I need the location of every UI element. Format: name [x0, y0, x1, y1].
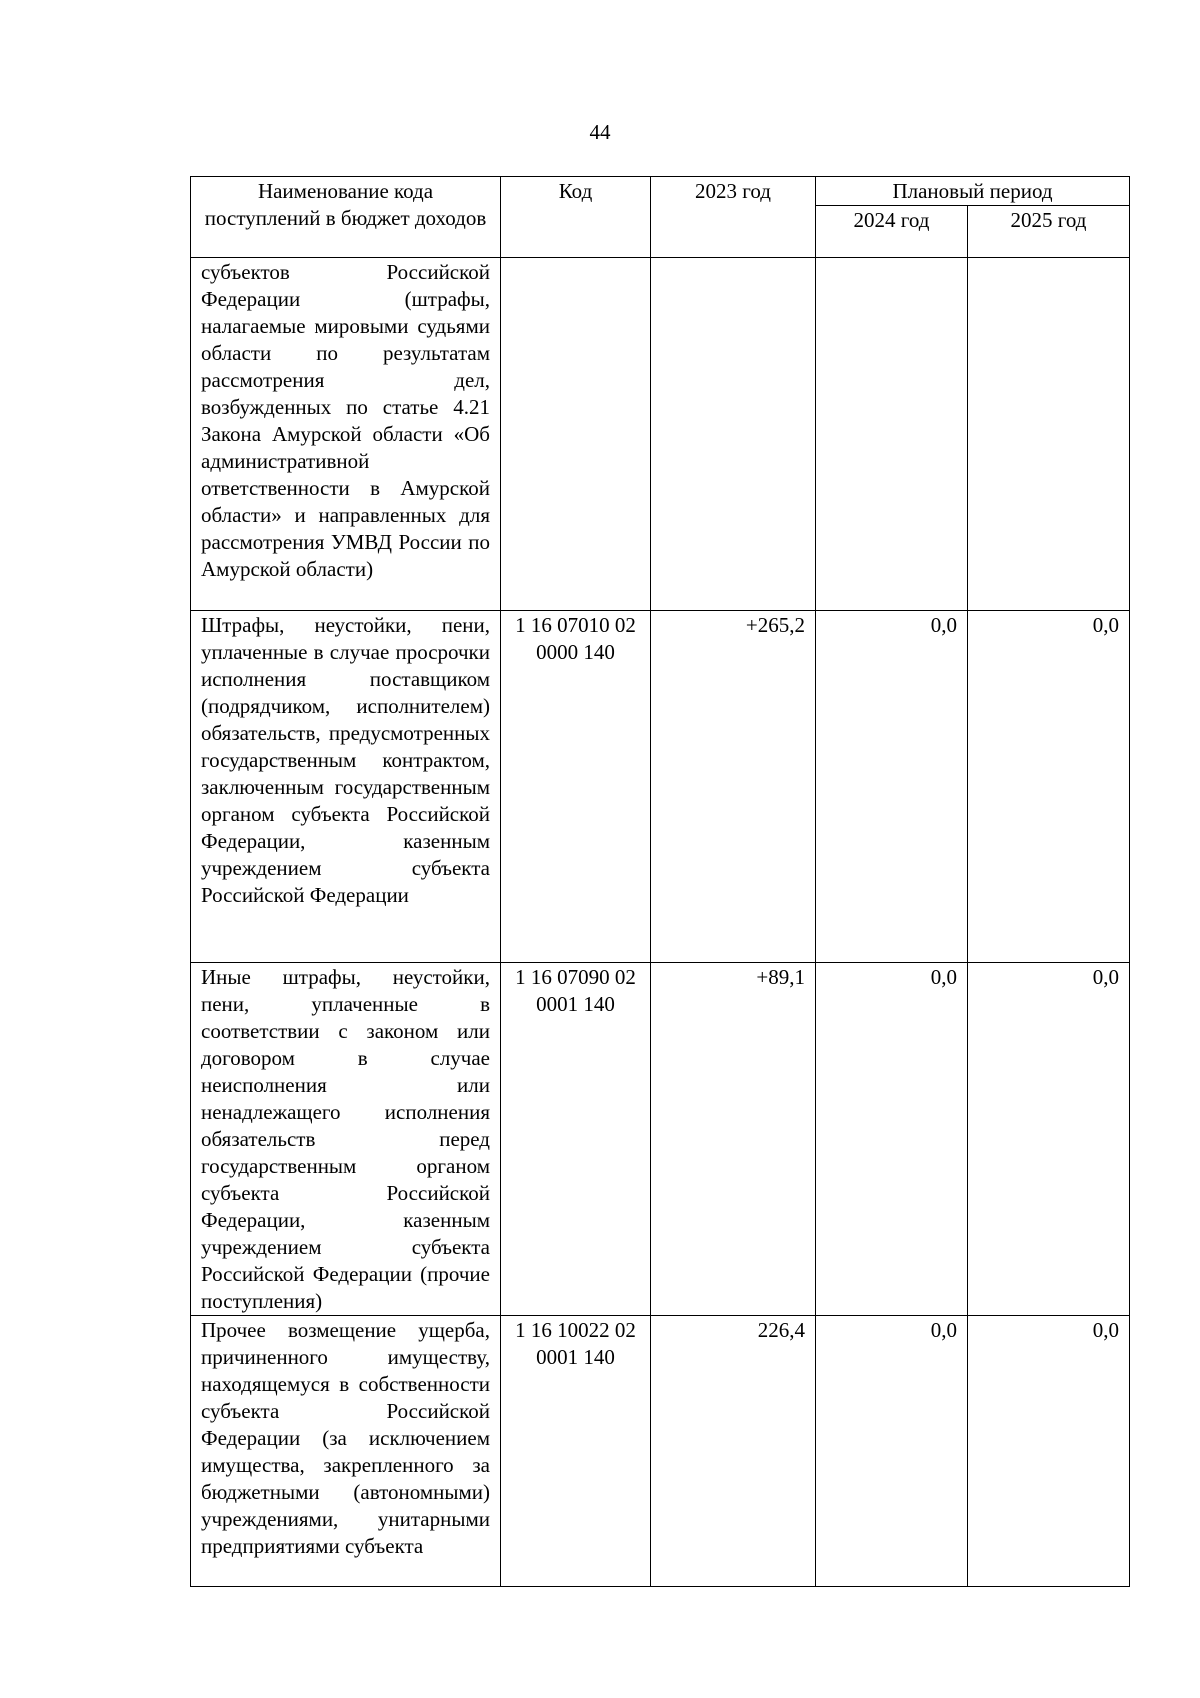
row-code: 1 16 07010 02 0000 140 — [501, 611, 651, 963]
header-planning-period: Плановый период — [816, 177, 1130, 206]
row-name: Штрафы, неустойки, пени, уплаченные в случае просрочки исполнения поставщиком (подрядчиком, исполнителем) обязательств, предусмотренных государственным контрактом, заключенным государственным органом субъекта Российской Федерации, казенным учреждением субъекта Российской Федерации — [191, 611, 501, 963]
table-row — [191, 258, 1130, 611]
header-code: Код — [501, 177, 651, 258]
row-code — [501, 258, 651, 611]
row-2023 — [651, 258, 816, 611]
row-2024: 0,0 — [816, 611, 968, 963]
row-2023: +265,2 — [651, 611, 816, 963]
row-2025 — [968, 258, 1130, 611]
table-row — [191, 963, 1130, 1316]
row-code: 1 16 10022 02 0001 140 — [501, 1316, 651, 1587]
revenue-table — [190, 176, 1130, 1587]
row-name: Иные штрафы, неустойки, пени, уплаченные в соответствии с законом или договором в случае неисполнения или ненадлежащего исполнения обязательств перед государственным органом субъекта Российской Федерации, казенным учреждением субъекта Российской Федерации (прочие поступления) — [191, 963, 501, 1316]
row-name: субъектов Российской Федерации (штрафы, налагаемые мировыми судьями области по результатам рассмотрения дел, возбужденных по статье 4.21 Закона Амурской области «Об административной ответственности в Амурской области» и направленных для рассмотрения УМВД России по Амурской области) — [191, 258, 501, 611]
row-2024 — [816, 258, 968, 611]
row-2024: 0,0 — [816, 1316, 968, 1587]
row-2025: 0,0 — [968, 963, 1130, 1316]
header-year-2024: 2024 год — [816, 206, 968, 258]
row-2023: 226,4 — [651, 1316, 816, 1587]
row-2023: +89,1 — [651, 963, 816, 1316]
page-number: 44 — [589, 120, 611, 144]
table-row — [191, 611, 1130, 963]
row-name: Прочее возмещение ущерба, причиненного имуществу, находящемуся в собственности субъекта Российской Федерации (за исключением имущества, закрепленного за бюджетными (автономными) учреждениями, унитарными предприятиями субъекта — [191, 1316, 501, 1587]
row-2025: 0,0 — [968, 1316, 1130, 1587]
header-year-2025: 2025 год — [968, 206, 1130, 258]
row-2025: 0,0 — [968, 611, 1130, 963]
header-name: Наименование кода поступлений в бюджет доходов — [191, 177, 501, 258]
header-year-2023: 2023 год — [651, 177, 816, 258]
row-2024: 0,0 — [816, 963, 968, 1316]
table-row — [191, 1316, 1130, 1587]
row-code: 1 16 07090 02 0001 140 — [501, 963, 651, 1316]
